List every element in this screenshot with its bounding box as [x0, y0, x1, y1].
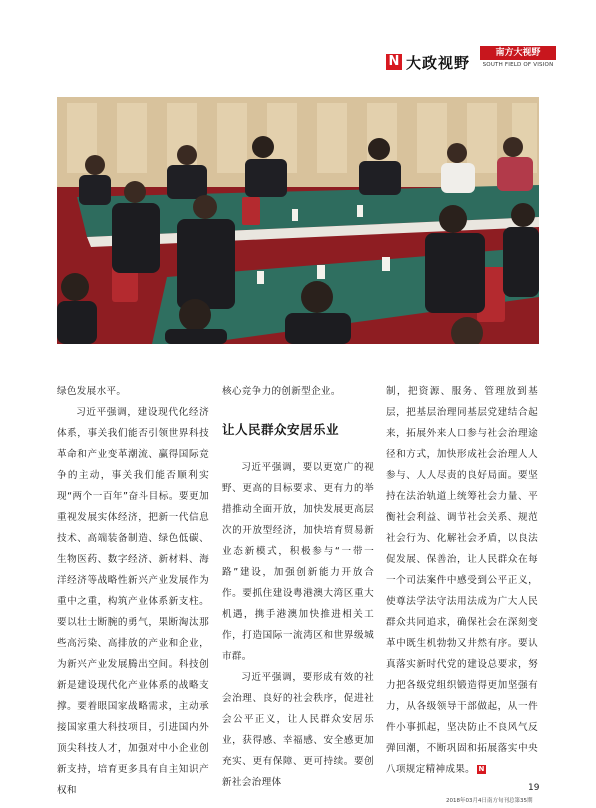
paragraph-text: 制，把资源、服务、管理放到基层，把基层治理同基层党建结合起来，拓展外来人口参与社会治理途径和方式，加快形成社会治理人人参与、人人尽责的良好局面。要坚持在法治轨道上统筹社会力量、平衡社会利益、调节社会关系、规范社会行为、化解社会矛盾，以良法促发展、保善治，让人民群众在每一个司法案件中感受到公平正义，使尊法学法守法用法成为广大人民群众共同追求，确保社会在深刻变革中既生机勃勃又井然有序。要认真落实新时代党的建设总要求，努力把各级党组织锻造得更加坚强有力，从各级领导干部做起，从一件件小事抓起，坚决防止不良风气反弹回潮，不断巩固和拓展落实中央八项规定精神成果。: [386, 386, 538, 775]
paragraph: 习近平强调，要形成有效的社会治理、良好的社会秩序，促进社会公平正义，让人民群众安居乐业，获得感、幸福感、安全感更加充实、更有保障、更可持续。要创新社会治理体: [222, 672, 374, 788]
paragraph: 习近平强调，建设现代化经济体系，事关我们能否引领世界科技革命和产业变革潮流、赢得国际竞争的主动，事关我们能否顺利实现“两个一百年”奋斗目标。要更加重视发展实体经济，把新一代信息技术、高端装备制造、绿色低碳、生物医药、数字经济、新材料、海洋经济等战略性新兴产业发展作为重中之重，构筑产业体系新支柱。要以壮士断腕的勇气，果断淘汰那些高污染、高排放的产业和企业，为新兴产业发展腾出空间。科技创新是建设现代化产业体系的战略支撑。要着眼国家战略需求，主动承接国家重大科技项目，引进国内外顶尖科技人才，加强对中小企业创新支持，培育更多具有自主知识产权和: [57, 407, 209, 796]
masthead: [386, 46, 556, 78]
paragraph: [386, 381, 538, 780]
paragraph: 核心竞争力的创新型企业。: [222, 386, 341, 397]
subheading: 让人民群众安居乐业: [222, 422, 340, 437]
section-title: 大政视野: [406, 54, 471, 72]
text-column-2: [222, 381, 374, 793]
text-column-1: [57, 381, 209, 801]
meeting-photo: [57, 97, 539, 344]
end-mark-icon: N: [478, 764, 485, 773]
issue-info: 2018年03月4日南方旬刊总第35期: [446, 798, 533, 804]
magazine-logo-icon: N: [386, 54, 402, 70]
text-column-3: [386, 381, 538, 780]
paragraph: 绿色发展水平。: [57, 386, 127, 397]
page-number: 19: [528, 783, 540, 793]
paragraph: 习近平强调，要以更宽广的视野、更高的目标要求、更有力的举措推动全面开放，加快发展更高层次的开放型经济，加快培育贸易新业态新模式，积极参与“一带一路”建设，加强创新能力开放合作。要抓住建设粤港澳大湾区重大机遇，携手港澳加快推进相关工作，打造国际一流湾区和世界级城市群。: [222, 462, 374, 662]
section-tag-english: SOUTH FIELD OF VISION: [482, 62, 554, 68]
section-tag-chinese: 南方大视野: [480, 46, 556, 60]
